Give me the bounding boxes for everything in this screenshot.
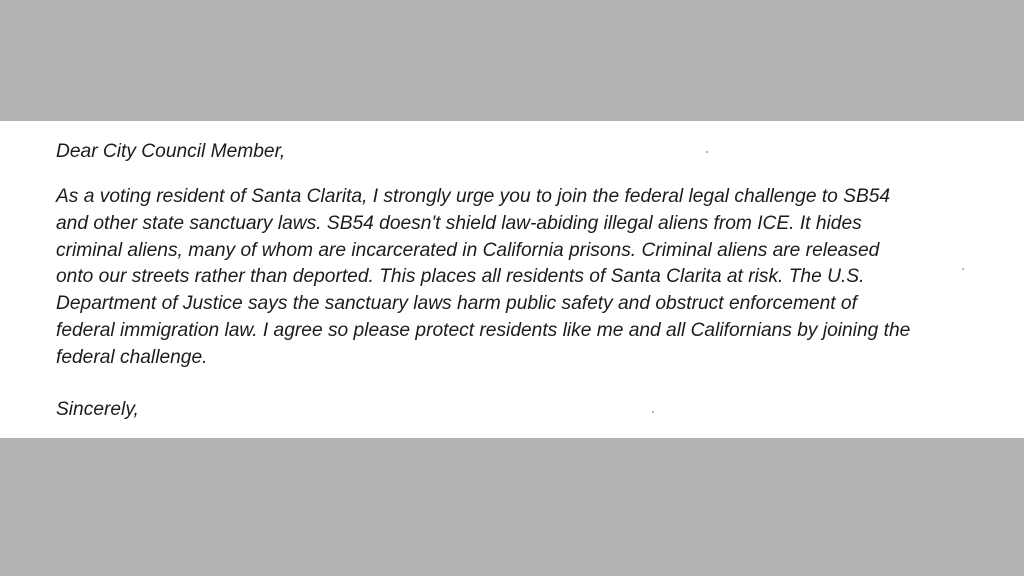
body-line: federal challenge. (56, 346, 208, 368)
body-line: As a voting resident of Santa Clarita, I strongly urge you to join the federal legal challenge to SB54 (56, 186, 891, 207)
paper-speck (652, 411, 654, 413)
letter-page (0, 121, 1024, 438)
body-line: and other state sanctuary laws. SB54 doesn't shield law-abiding illegal aliens from ICE. It hides (56, 212, 862, 234)
body-line: criminal aliens, many of whom are incarcerated in California prisons. Criminal aliens are released (56, 239, 880, 261)
letter-body (56, 184, 996, 372)
closing: Sincerely, (56, 399, 139, 420)
salutation: Dear City Council Member, (56, 141, 286, 162)
body-line: federal immigration law. I agree so please protect residents like me and all Californians by joining the (56, 319, 911, 341)
paper-speck (706, 151, 708, 153)
body-line: Department of Justice says the sanctuary laws harm public safety and obstruct enforcement of (56, 293, 857, 315)
body-line: onto our streets rather than deported. This places all residents of Santa Clarita at risk. The U.S. (56, 266, 865, 288)
